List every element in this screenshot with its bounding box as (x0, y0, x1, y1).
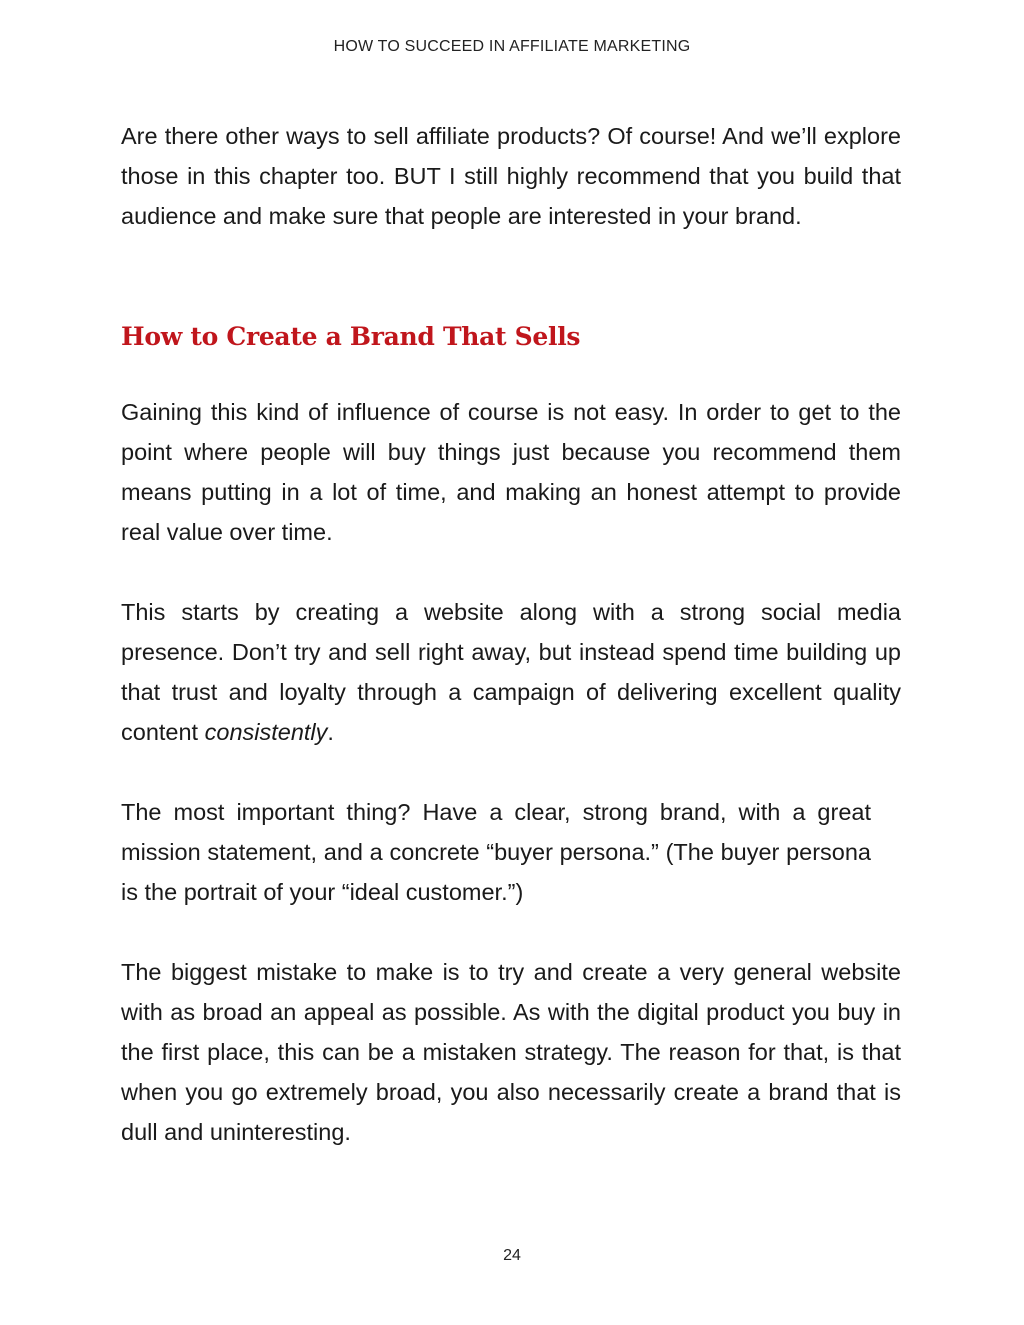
running-header: HOW TO SUCCEED IN AFFILIATE MARKETING (333, 38, 691, 55)
paragraph-influence: Gaining this kind of influence of course is not easy. In order to get to the point where people will buy things just because you recommend them means putting in a lot of time, and making an honest attempt to provide real value over time. (121, 399, 901, 545)
section-heading: How to Create a Brand That Sells (121, 322, 581, 351)
paragraph-website-end: . (327, 719, 334, 745)
paragraph-brand: The most important thing? Have a clear, strong brand, with a great mission statement, and a concrete “buyer persona.” (The buyer persona is the portrait of your “ideal customer.”) (121, 799, 871, 905)
intro-paragraph: Are there other ways to sell affiliate products? Of course! And we’ll explore those in this chapter too. BUT I still highly recommend that you build that audience and make sure that people are interested in your brand. (121, 123, 901, 229)
page-number: 24 (503, 1247, 521, 1264)
paragraph-website-text: This starts by creating a website along with a strong social media presence. Don’t try and sell right away, but instead spend time building up that trust and loyalty through a campaign of delivering excellent quality content (121, 599, 901, 745)
emphasis-consistently: consistently (204, 719, 328, 745)
paragraph-mistake: The biggest mistake to make is to try and create a very general website with as broad an appeal as possible. As with the digital product you buy in the first place, this can be a mistaken strategy. The reason for that, is that when you go extremely broad, you also necessarily create a brand that is dull and uninteresting. (121, 959, 901, 1145)
paragraph-website (121, 592, 901, 752)
